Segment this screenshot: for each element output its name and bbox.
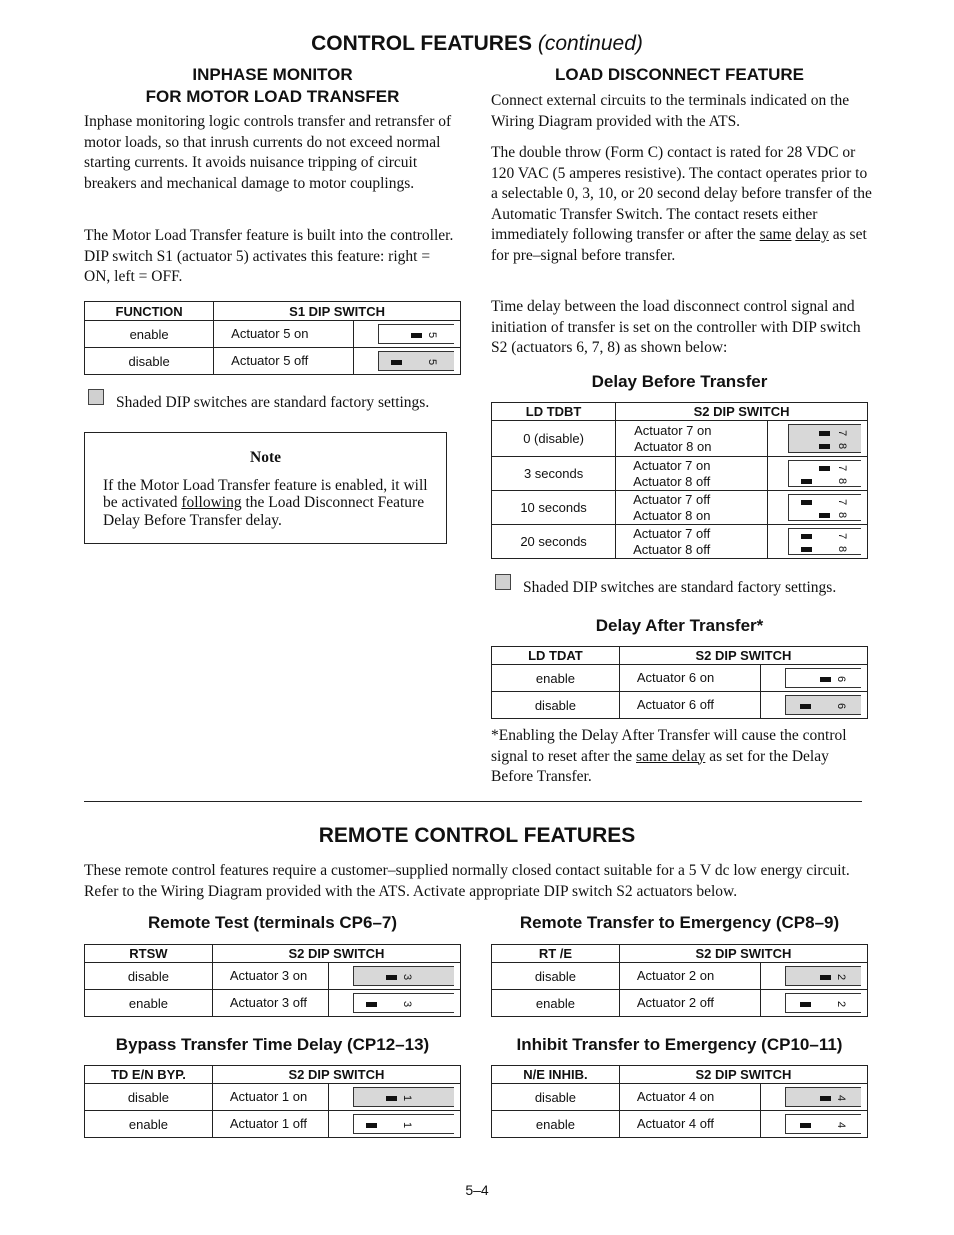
table-row: disable Actuator 6 off 6 [492,692,868,719]
dip-switch: 7 8 [768,525,868,559]
dip-switch: 5 [354,348,461,375]
inhibit-heading: Inhibit Transfer to Emergency (CP10–11) [516,1035,843,1054]
dip-switch: 5 [354,321,461,348]
dip-switch: 7 8 [768,457,868,491]
dip-switch: 4 [760,1111,867,1138]
col-s1-dip: S1 DIP SWITCH [214,302,461,321]
dat-heading: Delay After Transfer* [595,616,764,635]
table-row: 3 seconds Actuator 7 on Actuator 8 off 7 8 [492,457,868,491]
remote-heading: REMOTE CONTROL FEATURES [318,824,636,847]
remote-emerg-heading: Remote Transfer to Emergency (CP8–9) [519,913,840,932]
dip-switch: 4 [760,1084,867,1111]
table-row: enable Actuator 3 off 3 [85,990,461,1017]
dip-switch: 1 [329,1111,461,1138]
dip-switch: 7 8 [768,491,868,525]
remote-emerg-table: RT /E S2 DIP SWITCH disable Actuator 2 on 2 enable Actuator 2 off 2 [491,944,868,1017]
dbt-heading: Delay Before Transfer [591,372,768,391]
table-row: disable Actuator 5 off 5 [85,348,461,375]
load-para2: The double throw (Form C) contact is rated for 28 VDC or 120 VAC (5 amperes resistive). The contact operates prior to a selectable 0, 3, 10, or 20 second delay before transfer of the Automatic Transfer Switch. The contact resets either immediately following transfer or after the same delay as set for pre–signal before transfer. [491,144,872,264]
shaded-legend-text: Shaded DIP switches are standard factory settings. [116,394,430,411]
remote-intro: These remote control features require a customer–supplied normally closed contact suitable for a 5 V dc low energy circuit. Refer to the Wiring Diagram provided with the ATS. Activate appropriate DIP switch S2 actuators below. [84,862,850,900]
shaded-legend-swatch [88,389,104,405]
dip-switch: 6 [760,692,867,719]
load-para1: Connect external circuits to the terminals indicated on the Wiring Diagram provided with the ATS. [491,92,850,130]
table-row: disable Actuator 3 on 3 [85,963,461,990]
bypass-table: TD E/N BYP. S2 DIP SWITCH disable Actuator 1 on 1 enable Actuator 1 off 1 [84,1065,461,1138]
table-row: disable Actuator 4 on 4 [492,1084,868,1111]
shaded-legend-text-2: Shaded DIP switches are standard factory settings. [523,579,837,596]
remote-test-table: RTSW S2 DIP SWITCH disable Actuator 3 on 3 enable Actuator 3 off 3 [84,944,461,1017]
shaded-legend-swatch-2 [495,574,511,590]
switch-lever [391,360,402,365]
dip-switch: 6 [760,665,867,692]
section-divider [84,801,862,802]
table-row: enable Actuator 2 off 2 [492,990,868,1017]
inphase-para1: Inphase monitoring logic controls transfer and retransfer of motor loads, so that inrush currents do not exceed normal starting currents. It avoids nuisance tripping of circuit breakers and mechanical damage to motor couplings. [84,113,452,192]
table-row: enable Actuator 1 off 1 [85,1111,461,1138]
dip-switch: 1 [329,1084,461,1111]
page-number: 5–4 [465,1182,489,1198]
table-row: 20 seconds Actuator 7 off Actuator 8 off 7 8 [492,525,868,559]
dip-switch: 7 8 [768,421,868,457]
load-para3: Time delay between the load disconnect control signal and initiation of transfer is set on the controller with DIP switch S2 (actuators 6, 7, 8) as shown below: [491,298,861,356]
remote-test-heading: Remote Test (terminals CP6–7) [147,913,398,932]
s1-dip-table [84,301,461,375]
table-row: disable Actuator 2 on 2 [492,963,868,990]
note-title: Note [250,449,281,466]
switch-lever [411,333,422,338]
dip-switch: 3 [329,963,461,990]
inphase-para2: The Motor Load Transfer feature is built into the controller. DIP switch S1 (actuator 5) activates this feature: right = ON, left = OFF. [84,227,454,285]
table-row: 10 seconds Actuator 7 off Actuator 8 on 7 8 [492,491,868,525]
bypass-heading: Bypass Transfer Time Delay (CP12–13) [115,1035,430,1054]
table-row: 0 (disable) Actuator 7 on Actuator 8 on 7 8 [492,421,868,457]
table-row: enable Actuator 4 off 4 [492,1111,868,1138]
dip-switch: 2 [760,990,867,1017]
dat-footnote: *Enabling the Delay After Transfer will cause the control signal to reset after the same delay as set for the Delay Before Transfer. [491,727,847,785]
table-row: enable Actuator 6 on 6 [492,665,868,692]
load-heading: LOAD DISCONNECT FEATURE [554,65,804,84]
inphase-heading: INPHASE MONITOR FOR MOTOR LOAD TRANSFER [145,65,400,106]
page-title: CONTROL FEATURES (continued) [311,32,643,55]
dbt-dip-table: LD TDBT S2 DIP SWITCH 0 (disable) Actuator 7 on Actuator 8 on 7 8 3 seconds Actuator 7 on Actuator 8 off 7 8 10 seconds Actuator 7 off Actuator 8 on 7 8 20 seconds Actuator 7 off Actuator 8 off 7 8 [491,402,868,559]
inhibit-table: N/E INHIB. S2 DIP SWITCH disable Actuator 4 on 4 enable Actuator 4 off 4 [491,1065,868,1138]
dat-dip-table: LD TDAT S2 DIP SWITCH enable Actuator 6 on 6 disable Actuator 6 off 6 [491,646,868,719]
note-box [84,432,447,544]
dip-switch: 2 [760,963,867,990]
note-text: If the Motor Load Transfer feature is enabled, it will be activated following the Load Disconnect Feature Delay Before Transfer delay. [103,476,428,529]
table-row: enable Actuator 5 on 5 [85,321,461,348]
table-row: disable Actuator 1 on 1 [85,1084,461,1111]
col-function: FUNCTION [85,302,214,321]
dip-switch: 3 [329,990,461,1017]
